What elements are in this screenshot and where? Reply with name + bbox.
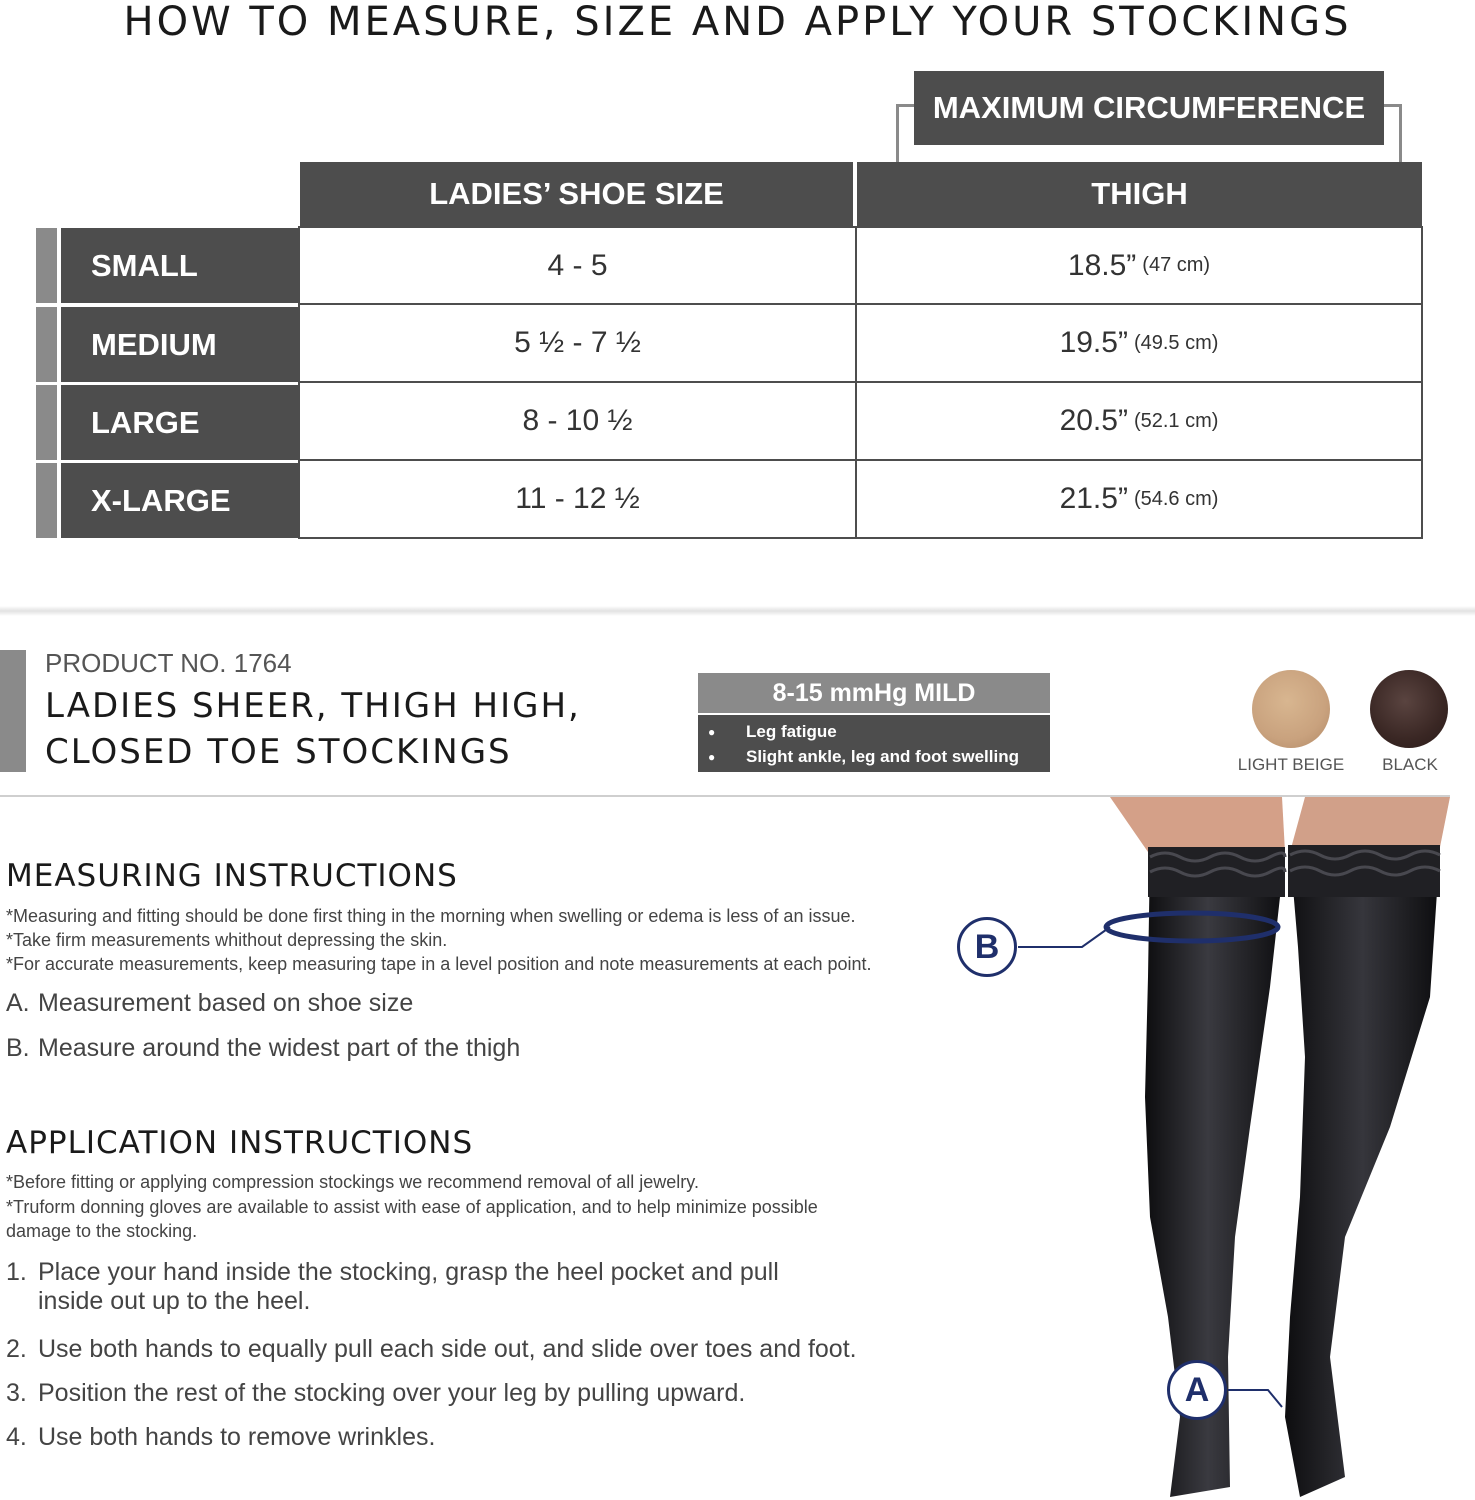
step-text-line: inside out up to the heel.	[38, 1287, 311, 1315]
shoe-size-cell	[298, 381, 857, 461]
thigh-cell	[855, 459, 1423, 539]
shoe-size-value: 8 - 10 ½	[522, 404, 633, 437]
bullet-icon: ●	[708, 749, 716, 764]
step-text: Position the rest of the stocking over your leg by pulling upward.	[38, 1379, 746, 1407]
right-stocking	[1285, 847, 1440, 1497]
pointer-line-a	[1228, 1390, 1282, 1407]
compression-indications	[698, 715, 1050, 772]
application-title: APPLICATION INSTRUCTIONS	[6, 1125, 474, 1161]
left-thigh-skin	[1110, 797, 1285, 852]
color-label-black: BLACK	[1382, 755, 1438, 774]
application-note: *Truform donning gloves are available to assist with ease of application, and to help minimize possible	[6, 1197, 818, 1217]
step-text: Measurement based on shoe size	[38, 989, 414, 1017]
thigh-cm: (49.5 cm)	[1133, 331, 1219, 354]
product-number: PRODUCT NO. 1764	[45, 648, 292, 678]
application-step-2	[6, 1335, 857, 1364]
compression-level-title: 8-15 mmHg MILD	[698, 673, 1050, 713]
product-name-line1: LADIES SHEER, THIGH HIGH,	[45, 686, 581, 726]
group-header-max-circumference: MAXIMUM CIRCUMFERENCE	[914, 71, 1384, 145]
step-text-line: Place your hand inside the stocking, grasp the heel pocket and pull	[38, 1258, 779, 1286]
compression-level-box	[698, 673, 1050, 772]
thigh-cell	[855, 381, 1423, 461]
shoe-size-cell	[298, 226, 857, 305]
application-note: *Before fitting or applying compression stockings we recommend removal of all jewelry.	[6, 1172, 699, 1192]
indication-item	[708, 744, 1050, 769]
legs-illustration	[1000, 797, 1475, 1500]
application-step-3	[6, 1379, 745, 1408]
step-text: Use both hands to equally pull each side out, and slide over toes and foot.	[38, 1335, 857, 1363]
page-title: HOW TO MEASURE, SIZE AND APPLY YOUR STOCKINGS	[123, 0, 1352, 45]
row-stripe	[36, 385, 57, 460]
thigh-cm: (52.1 cm)	[1133, 409, 1219, 432]
callout-b: B	[957, 917, 1017, 977]
size-label-x-large: X-LARGE	[61, 463, 298, 538]
indication-item	[708, 719, 1050, 744]
measuring-step-a	[6, 989, 413, 1018]
measuring-title: MEASURING INSTRUCTIONS	[6, 858, 458, 894]
step-text: Use both hands to remove wrinkles.	[38, 1423, 436, 1451]
thigh-cell	[855, 226, 1423, 305]
step-index: 3.	[6, 1379, 27, 1407]
step-index: 2.	[6, 1335, 27, 1363]
measuring-note: *Measuring and fitting should be done first thing in the morning when swelling or edema is less of an issue.	[6, 906, 856, 926]
column-header-shoe-size: LADIES’ SHOE SIZE	[300, 162, 853, 226]
right-thigh-skin	[1290, 797, 1450, 852]
step-index: 1.	[6, 1258, 27, 1286]
thigh-cm: (54.6 cm)	[1133, 487, 1219, 510]
size-label-small: SMALL	[61, 228, 298, 303]
indication-text: Leg fatigue	[746, 721, 837, 741]
shoe-size-value: 11 - 12 ½	[515, 482, 640, 515]
color-label-light-beige: LIGHT BEIGE	[1237, 755, 1345, 774]
shoe-size-value: 4 - 5	[547, 248, 608, 282]
product-accent-bar	[0, 650, 26, 772]
step-index: 4.	[6, 1423, 27, 1451]
column-header-thigh: THIGH	[857, 162, 1422, 226]
bullet-icon: ●	[708, 724, 716, 739]
pointer-line-b	[1018, 927, 1110, 947]
application-note: damage to the stocking.	[6, 1221, 198, 1241]
section-divider	[0, 606, 1475, 616]
color-swatch-black	[1370, 670, 1448, 748]
measuring-step-b	[6, 1034, 520, 1063]
size-label-large: LARGE	[61, 385, 298, 460]
shoe-size-cell	[298, 459, 857, 539]
thigh-cell	[855, 303, 1423, 383]
step-text: Measure around the widest part of the thigh	[38, 1034, 521, 1062]
application-step-4	[6, 1423, 435, 1452]
measuring-note: *For accurate measurements, keep measuring tape in a level position and note measurements at each point.	[6, 954, 872, 974]
thigh-cm: (47 cm)	[1142, 254, 1211, 276]
thigh-inches: 19.5”	[1059, 326, 1128, 359]
measuring-note: *Take firm measurements whithout depressing the skin.	[6, 930, 448, 950]
callout-a: A	[1167, 1360, 1227, 1420]
thigh-inches: 18.5”	[1067, 248, 1137, 282]
step-text	[38, 1258, 779, 1316]
size-label-medium: MEDIUM	[61, 307, 298, 382]
step-index: B.	[6, 1034, 30, 1062]
thigh-inches: 20.5”	[1059, 404, 1128, 437]
color-swatch-light-beige	[1252, 670, 1330, 748]
row-stripe	[36, 228, 57, 303]
indication-text: Slight ankle, leg and foot swelling	[746, 746, 1019, 766]
step-index: A.	[6, 989, 30, 1017]
shoe-size-value: 5 ½ - 7 ½	[514, 326, 641, 359]
application-step-1	[6, 1258, 779, 1316]
row-stripe	[36, 463, 57, 538]
thigh-inches: 21.5”	[1059, 482, 1128, 515]
product-name-line2: CLOSED TOE STOCKINGS	[45, 732, 512, 772]
shoe-size-cell	[298, 303, 857, 383]
row-stripe	[36, 307, 57, 382]
